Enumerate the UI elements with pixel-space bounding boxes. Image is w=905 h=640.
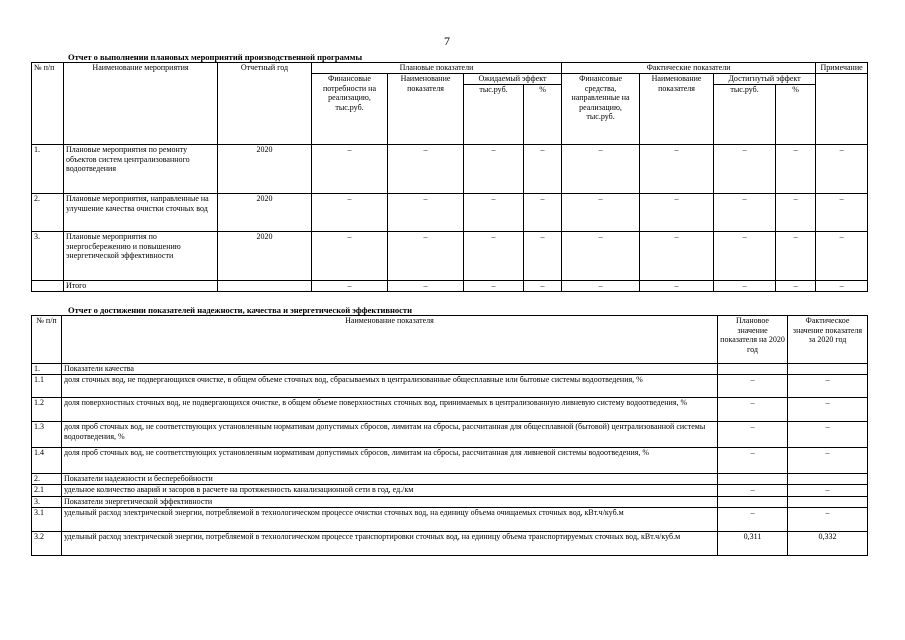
table-row <box>32 422 868 448</box>
row-fact: – <box>788 398 868 422</box>
row-plan <box>718 497 788 508</box>
row-fact: – <box>788 422 868 448</box>
row-num: 2. <box>32 474 62 485</box>
cell: – <box>562 145 640 194</box>
row-name: удельный расход электрической энергии, потребляемой в технологическом процессе очистки сточных вод, на единицу объема очищаемых сточных вод, кВт.ч/куб.м <box>62 508 718 532</box>
cell: – <box>776 281 816 292</box>
header-achieved-pct: % <box>776 85 816 145</box>
row-num: 3. <box>32 497 62 508</box>
table-row <box>32 448 868 474</box>
row-plan: – <box>718 375 788 398</box>
table1-title: Отчет о выполнении плановых мероприятий производственной программы <box>68 52 363 62</box>
row-num: 1.2 <box>32 398 62 422</box>
header-actual-value: Фактическое значение показателя за 2020 год <box>788 316 868 364</box>
row-fact: – <box>788 448 868 474</box>
header-achieved-thous-rub: тыс.руб. <box>714 85 776 145</box>
cell: – <box>640 281 714 292</box>
header-expected-pct: % <box>524 85 562 145</box>
header-plan-finance: Финансовые потребности на реализацию, тыс.руб. <box>312 74 388 145</box>
cell: – <box>816 232 868 281</box>
total-num <box>32 281 64 292</box>
cell: – <box>524 145 562 194</box>
cell: – <box>312 232 388 281</box>
header-expected-effect: Ожидаемый эффект <box>464 74 562 85</box>
row-plan: – <box>718 508 788 532</box>
table-row <box>32 364 868 375</box>
cell: – <box>562 194 640 232</box>
row-num: 3. <box>32 232 64 281</box>
header-actual-indicator: Наименование показателя <box>640 74 714 145</box>
row-num: 1.1 <box>32 375 62 398</box>
table-row <box>32 398 868 422</box>
row-plan <box>718 474 788 485</box>
row-name: доля сточных вод, не подвергающихся очистке, в общем объеме сточных вод, сбрасываемых в централизованные общесплавные или бытовые системы водоотведения, % <box>62 375 718 398</box>
row-num: 3.2 <box>32 532 62 556</box>
cell: – <box>640 232 714 281</box>
header-event-name: Наименование мероприятия <box>64 63 218 145</box>
table-row <box>32 474 868 485</box>
table-row <box>32 485 868 497</box>
row-name: Плановые мероприятия по энергосбережению и повышению энергетической эффективности <box>64 232 218 281</box>
row-name: Плановые мероприятия по ремонту объектов систем централизованного водоотведения <box>64 145 218 194</box>
cell: – <box>464 281 524 292</box>
table-row <box>32 532 868 556</box>
row-year: 2020 <box>218 194 312 232</box>
header-num: № п/п <box>32 63 64 145</box>
row-name: доля проб сточных вод, не соответствующих установленным нормативам допустимых сбросов, лимитам на сбросы, рассчитанная для ливневой системы водоотведения, % <box>62 448 718 474</box>
row-plan: 0,311 <box>718 532 788 556</box>
row-name: удельный расход электрической энергии, потребляемой в технологическом процессе транспортировки сточных вод, на единицу объема транспортируемых сточных вод, кВт.ч/куб.м <box>62 532 718 556</box>
production-program-table <box>31 62 868 292</box>
cell: – <box>312 145 388 194</box>
cell: – <box>388 232 464 281</box>
header-planned: Плановые показатели <box>312 63 562 74</box>
table-row <box>32 232 868 281</box>
cell: – <box>640 145 714 194</box>
cell: – <box>562 281 640 292</box>
cell: – <box>816 281 868 292</box>
cell: – <box>562 232 640 281</box>
row-fact <box>788 497 868 508</box>
header-num: № п/п <box>32 316 62 364</box>
row-fact: – <box>788 485 868 497</box>
total-row <box>32 281 868 292</box>
cell: – <box>388 194 464 232</box>
page-number: 7 <box>444 34 450 48</box>
cell: – <box>464 145 524 194</box>
row-name: Плановые мероприятия, направленные на улучшение качества очистки сточных вод <box>64 194 218 232</box>
table-row <box>32 375 868 398</box>
row-plan: – <box>718 398 788 422</box>
cell: – <box>714 281 776 292</box>
header-expected-thous-rub: тыс.руб. <box>464 85 524 145</box>
header-indicator-name: Наименование показателя <box>62 316 718 364</box>
header-achieved-effect: Достигнутый эффект <box>714 74 816 85</box>
header-note-empty <box>816 74 868 145</box>
cell: – <box>776 194 816 232</box>
row-name: Показатели качества <box>62 364 718 375</box>
row-year: 2020 <box>218 145 312 194</box>
cell: – <box>524 232 562 281</box>
total-label: Итого <box>64 281 218 292</box>
cell: – <box>312 281 388 292</box>
row-name: удельное количество аварий и засоров в расчете на протяженность канализационной сети в год, ед./км <box>62 485 718 497</box>
row-num: 1. <box>32 364 62 375</box>
cell: – <box>524 194 562 232</box>
cell: – <box>816 145 868 194</box>
header-plan-indicator: Наименование показателя <box>388 74 464 145</box>
row-year: 2020 <box>218 232 312 281</box>
row-name: доля проб сточных вод, не соответствующих установленным нормативам допустимых сбросов, лимитам на сбросы, рассчитанная для общесплавной (бытовой) централизованной системы водоотведения, % <box>62 422 718 448</box>
row-fact: 0,332 <box>788 532 868 556</box>
row-plan <box>718 364 788 375</box>
row-fact: – <box>788 375 868 398</box>
total-year <box>218 281 312 292</box>
row-num: 3.1 <box>32 508 62 532</box>
row-num: 1. <box>32 145 64 194</box>
cell: – <box>714 232 776 281</box>
row-fact <box>788 474 868 485</box>
cell: – <box>776 145 816 194</box>
cell: – <box>312 194 388 232</box>
cell: – <box>776 232 816 281</box>
cell: – <box>464 232 524 281</box>
row-name: доля поверхностных сточных вод, не подвергающихся очистке, в общем объеме поверхностных сточных вод, принимаемых в централизованную ливневую систему водоотведения, % <box>62 398 718 422</box>
row-name: Показатели надежности и бесперебойности <box>62 474 718 485</box>
table-row <box>32 497 868 508</box>
cell: – <box>640 194 714 232</box>
reliability-indicators-table <box>31 315 868 556</box>
row-num: 2. <box>32 194 64 232</box>
row-num: 1.3 <box>32 422 62 448</box>
row-plan: – <box>718 448 788 474</box>
table-row <box>32 508 868 532</box>
row-fact: – <box>788 508 868 532</box>
header-actual: Фактические показатели <box>562 63 816 74</box>
row-plan: – <box>718 422 788 448</box>
cell: – <box>464 194 524 232</box>
header-note: Примечание <box>816 63 868 74</box>
row-fact <box>788 364 868 375</box>
row-plan: – <box>718 485 788 497</box>
header-planned-value: Плановое значение показателя на 2020 год <box>718 316 788 364</box>
cell: – <box>714 145 776 194</box>
row-num: 1.4 <box>32 448 62 474</box>
table-row <box>32 145 868 194</box>
row-num: 2.1 <box>32 485 62 497</box>
cell: – <box>388 145 464 194</box>
table2-title: Отчет о достижении показателей надежности, качества и энергетической эффективности <box>68 305 412 315</box>
row-name: Показатели энергетической эффективности <box>62 497 718 508</box>
cell: – <box>388 281 464 292</box>
table-row <box>32 194 868 232</box>
header-actual-finance: Финансовые средства, направленные на реализацию, тыс.руб. <box>562 74 640 145</box>
header-report-year: Отчетный год <box>218 63 312 145</box>
cell: – <box>524 281 562 292</box>
cell: – <box>816 194 868 232</box>
cell: – <box>714 194 776 232</box>
